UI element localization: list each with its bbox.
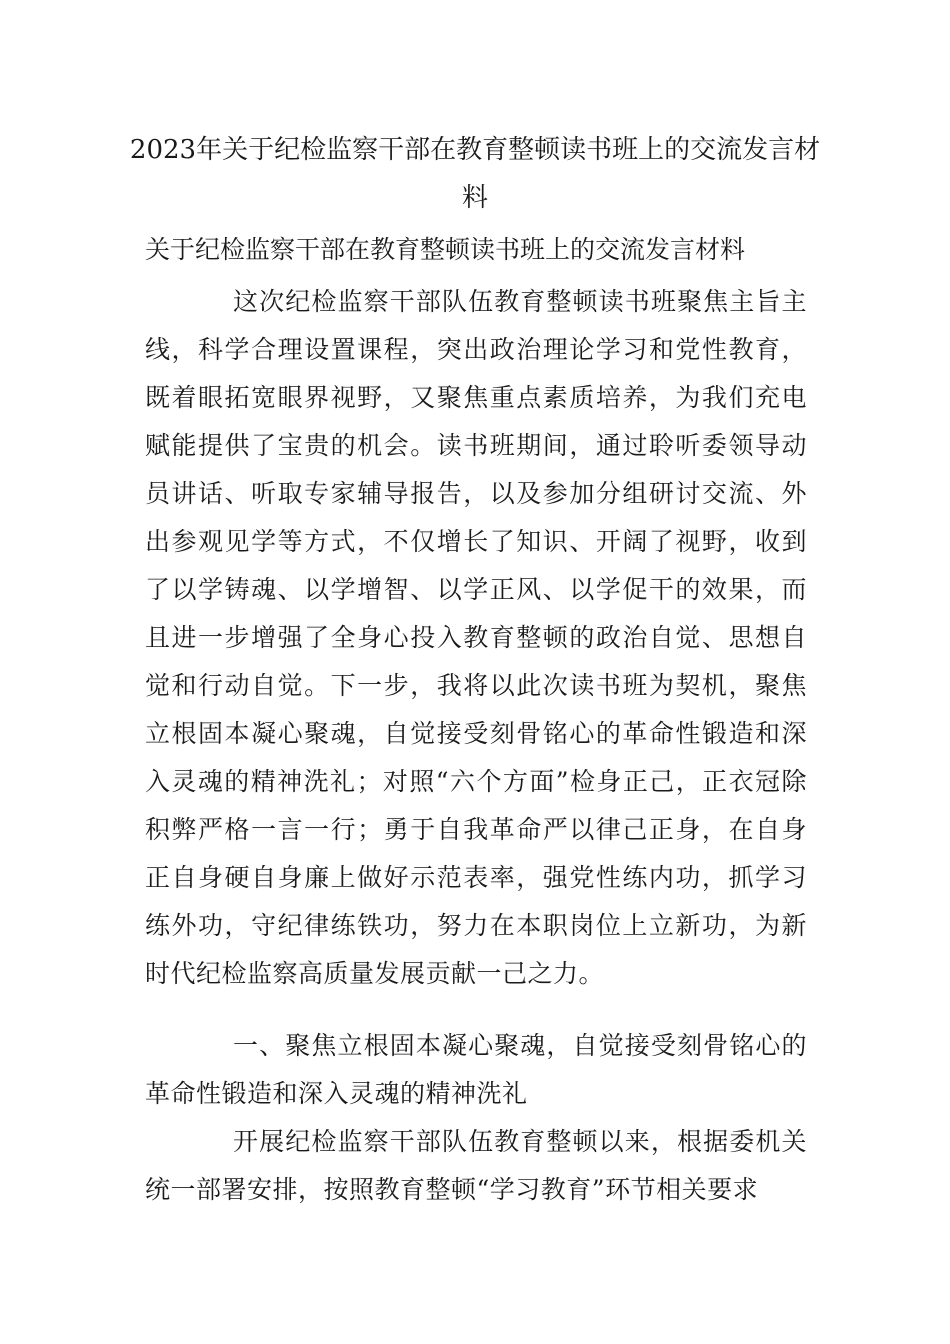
document-subtitle: 关于纪检监察干部在教育整顿读书班上的交流发言材料 — [145, 235, 746, 264]
document-title: 2023年关于纪检监察干部在教育整顿读书班上的交流发言材料 — [129, 135, 821, 213]
section-heading-1: 一、聚焦立根固本凝心聚魂，自觉接受刻骨铭心的革命性锻造和深入灵魂的精神洗礼 — [145, 1031, 807, 1108]
body-paragraph-intro: 这次纪检监察干部队伍教育整顿读书班聚焦主旨主线，科学合理设置课程，突出政治理论学习和党性教育，既着眼拓宽眼界视野，又聚焦重点素质培养，为我们充电赋能提供了宝贵的机会。读书班期间，通过聆听委领导动员讲话、听取专家辅导报告，以及参加分组研讨交流、外出参观见学等方式，不仅增长了知识、开阔了视野，收到了以学铸魂、以学增智、以学正风、以学促干的效果，而且进一步增强了全身心投入教育整顿的政治自觉、思想自觉和行动自觉。下一步，我将以此次读书班为契机，聚焦立根固本凝心聚魂，自觉接受刻骨铭心的革命性锻造和深入灵魂的精神洗礼；对照“六个方面”检身正己，正衣冠除积弊严格一言一行；勇于自我革命严以律己正身，在自身正自身硬自身廉上做好示范表率，强党性练内功，抓学习练外功，守纪律练铁功，努力在本职岗位上立新功，为新时代纪检监察高质量发展贡献一己之力。 — [145, 287, 807, 988]
body-paragraph-section-1: 开展纪检监察干部队伍教育整顿以来，根据委机关统一部署安排，按照教育整顿“学习教育”环节相关要求 — [145, 1127, 807, 1204]
